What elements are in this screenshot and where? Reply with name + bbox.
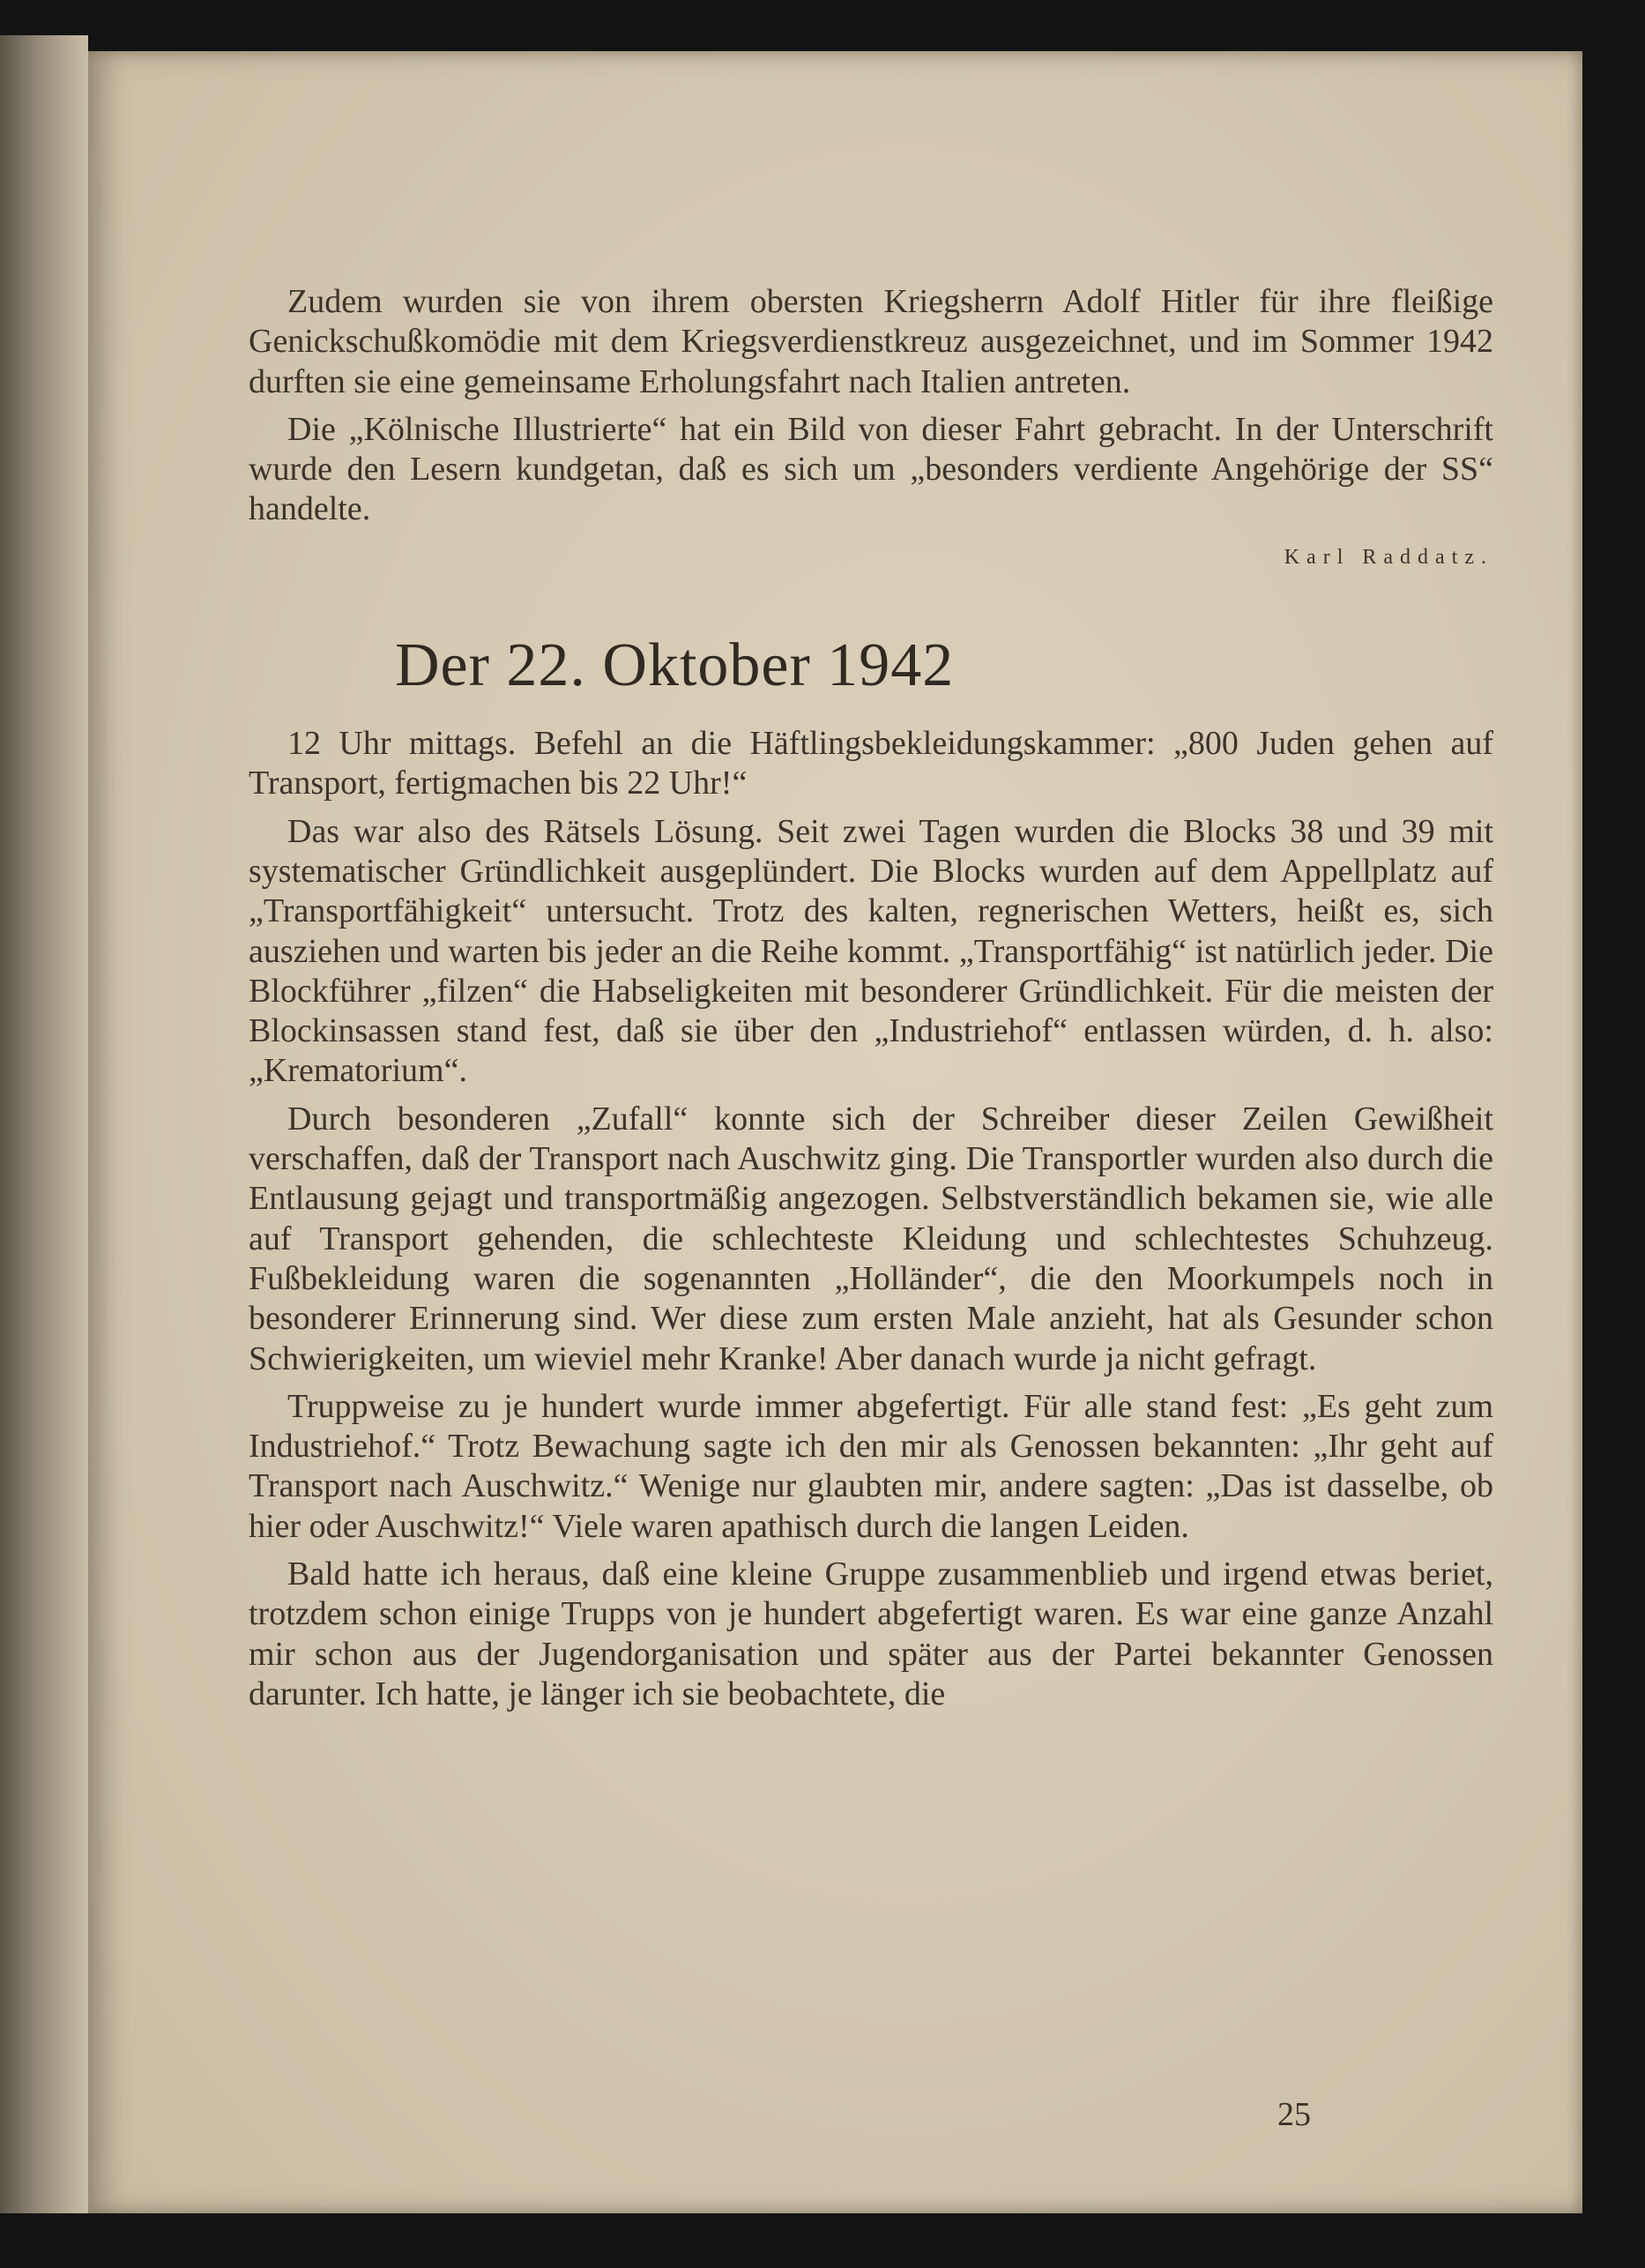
author-signature: Karl Raddatz. [1284,545,1493,569]
paragraph: Die „Kölnische Illustrierte“ hat ein Bild von dieser Fahrt gebracht. In der Unterschrift wurde den Lesern kundgetan, daß es sich um „besonders verdiente Angehörige der SS“ handelte. [249,410,1493,528]
paragraph: Bald hatte ich heraus, daß eine kleine Gruppe zusammenblieb und irgend etwas beriet, trotzdem schon einige Trupps von je hundert abgefertigt waren. Es war eine ganze Anzahl mir schon aus der Jugendorganisation und später aus der Partei bekannter Genossen darunter. Ich hatte, je länger ich sie beobachtete, die [249,1556,1493,1712]
paragraph: 12 Uhr mittags. Befehl an die Häftlingsbekleidungskammer: „800 Juden gehen auf Transport, fertigmachen bis 22 Uhr!“ [249,725,1493,802]
paragraph: Durch besonderen „Zufall“ konnte sich der Schreiber dieser Zeilen Gewißheit verschaffen, daß der Transport nach Auschwitz ging. Die Transportler wurden also durch die Entlausung gejagt und transportmäßig angezogen. Selbstverständlich bekamen sie, wie alle auf Transport gehenden, die schlechteste Kleidung und schlechtestes Schuhzeug. Fußbekleidung waren die sogenannten „Holländer“, die den Moorkumpels noch in besonderer Erinnerung sind. Wer diese zum ersten Male anzieht, hat als Gesunder schon Schwierigkeiten, um wieviel mehr Kranke! Aber danach wurde ja nicht gefragt. [249,1100,1493,1377]
paragraph: Das war also des Rätsels Lösung. Seit zwei Tagen wurden die Blocks 38 und 39 mit systematischer Gründlichkeit ausgeplündert. Die Blocks wurden auf dem Appellplatz auf „Transportfähigkeit“ untersucht. Trotz des kalten, regnerischen Wetters, heißt es, sich ausziehen und warten bis jeder an die Reihe kommt. „Transportfähig“ ist natürlich jeder. Die Blockführer „filzen“ die Habseligkeiten mit besonderer Gründlichkeit. Für die meisten der Blockinsassen stand fest, daß sie über den „Industriehof“ entlassen würden, d. h. also: „Krematorium“. [249,812,1493,1090]
page-number: 25 [1277,2096,1311,2133]
book-page [88,51,1582,2213]
text-column [249,282,1493,1722]
paragraph: Truppweise zu je hundert wurde immer abgefertigt. Für alle stand fest: „Es geht zum Industriehof.“ Trotz Bewachung sagte ich den mir als Genossen bekannten: „Ihr geht auf Transport nach Auschwitz.“ Wenige nur glaubten mir, andere sagten: „Das ist dasselbe, ob hier oder Auschwitz!“ Viele waren apathisch durch die langen Leiden. [249,1387,1493,1545]
book-spine-shadow [0,35,88,2213]
section-heading: Der 22. Oktober 1942 [395,631,955,700]
paragraph: Zudem wurden sie von ihrem obersten Kriegsherrn Adolf Hitler für ihre fleißige Genickschußkomödie mit dem Kriegsverdienstkreuz ausgezeichnet, und im Sommer 1942 durften sie eine gemeinsame Erholungsfahrt nach Italien antreten. [249,283,1493,400]
